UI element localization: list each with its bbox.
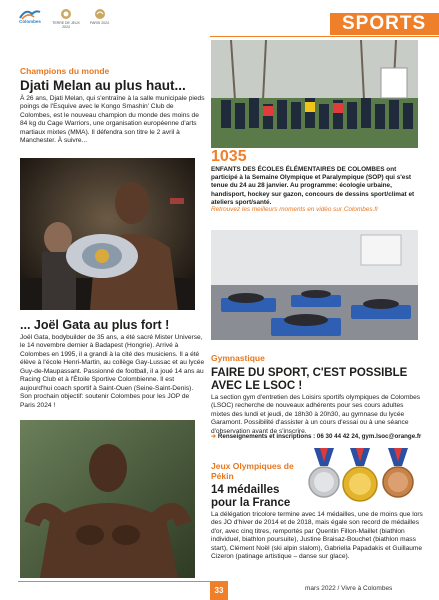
- gold-medal-icon: [343, 448, 377, 501]
- gym-class-photo: [211, 230, 418, 340]
- page-number: 33: [210, 581, 228, 600]
- silver-medal-icon: [309, 448, 339, 497]
- article2-title: ... Joël Gata au plus fort !: [20, 318, 170, 332]
- jo-body: La délégation tricolore termine avec 14 médailles, une de moins que lors des JO d'hiver de 2014 et de 2018, mais égale son record de médailles d'or, avec cinq titres, remportés par Quentin Fillon-Maillet (biathlon individuel, biathlon poursuite), Justine Braisaz-Bouchet (biathlon mass start), Clément Noël (ski alpin slalom), Gabriella Papadakis et Guillaume Cizeron (patinage artistique – danse sur glace).: [211, 511, 423, 561]
- schoolchildren-photo: [211, 40, 418, 148]
- arrow-icon: ➔: [211, 433, 218, 440]
- gym-title: FAIRE DU SPORT, C'EST POSSIBLE AVEC LE LSOC !: [211, 367, 408, 393]
- colombes-logo: Colombes: [18, 8, 42, 25]
- header-logos: [18, 8, 168, 36]
- article1-body: À 26 ans, Djati Melan, qui s'entraîne à la salle municipale pieds poings de l'Esquive avec le Kongo Smashin' Club de Colombes, est le nouveau champion du monde des moins de 84 kg du Cage Warriors, une organisation européenne d'arts martiaux mixtes (MMA). Il défendra son titre le 2 avril à Manchester. À suivre...: [20, 95, 205, 145]
- article1-title: Djati Melan au plus haut...: [20, 78, 186, 93]
- jo-title: 14 médailles pour la France: [211, 484, 291, 510]
- gym-info: [211, 433, 423, 440]
- djati-melan-photo: [20, 158, 195, 310]
- paris-2024-logo-icon: [92, 8, 108, 22]
- stat-text: ENFANTS DES ÉCOLES ÉLÉMENTAIRES DE COLOMBES ont participé à la Semaine Olympique et Paralympique (SOP) qui s'est tenue du 24 au 28 janvier. Au programme: écologie urbaine, handisport, hockey sur gazon, concours de dessins sport/climat et ateliers sport/santé.: [211, 166, 415, 206]
- paris-2024-logo: PARIS 2024: [90, 8, 109, 26]
- stat-number: 1035: [211, 148, 247, 165]
- gym-body: La section gym d'entretien des Loisirs sportifs olympiques de Colombes (LSOC) recherche de nouveaux adhérents pour ses cours adultes mixtes des lundi et jeudi, de 18h30 à 20h30, au gymnase du lycée Garamont. Possibilité d'assister à un cours d'essai ou à une séance d'observation avant de s'inscrire.: [211, 394, 421, 435]
- terre-de-jeux-logo: TERRE DE JEUX 2024: [52, 8, 80, 30]
- article2-body: Joël Gata, bodybuilder de 35 ans, a été sacré Mister Universe, le 14 novembre dernier à Badapest (Hongrie). Arrivé à Colombes en 1995, il a grandi à la cité des musiciens. Il a été élève à l'école Henri-Martin, au collège Gay-Lussac et au lycée Guy-de-Maupassant. Passionné de football, il a joué 14 ans au Racing Club et à l'Étoile Sportive Colombienne. Il est aujourd'hui coach sportif à Saint-Ouen (Seine-Saint-Denis). Son prochain objectif: soutenir Colombes pour les JOP de Paris 2024 !: [20, 334, 205, 409]
- gym-info-text: Renseignements et inscriptions : 06 30 44 42 24, gym.lsoc@orange.fr: [217, 433, 422, 440]
- article1-kicker: Champions du monde: [20, 66, 110, 76]
- footer-divider: [18, 581, 210, 582]
- jo-kicker: Jeux Olympiques de Pékin: [211, 461, 294, 482]
- stat-video-link[interactable]: Retrouvez les meilleurs moments en vidéo sur Colombes.fr: [211, 206, 379, 213]
- bronze-medal-icon: [383, 448, 413, 497]
- joel-gata-photo: [20, 420, 195, 578]
- medals-illustration: [302, 448, 422, 508]
- section-title: SPORTS: [330, 13, 439, 35]
- gym-kicker: Gymnastique: [211, 353, 265, 363]
- header-divider: [210, 36, 439, 37]
- footer-text: mars 2022 / Vivre à Colombes: [305, 585, 393, 592]
- terre-de-jeux-logo-icon: [58, 8, 74, 22]
